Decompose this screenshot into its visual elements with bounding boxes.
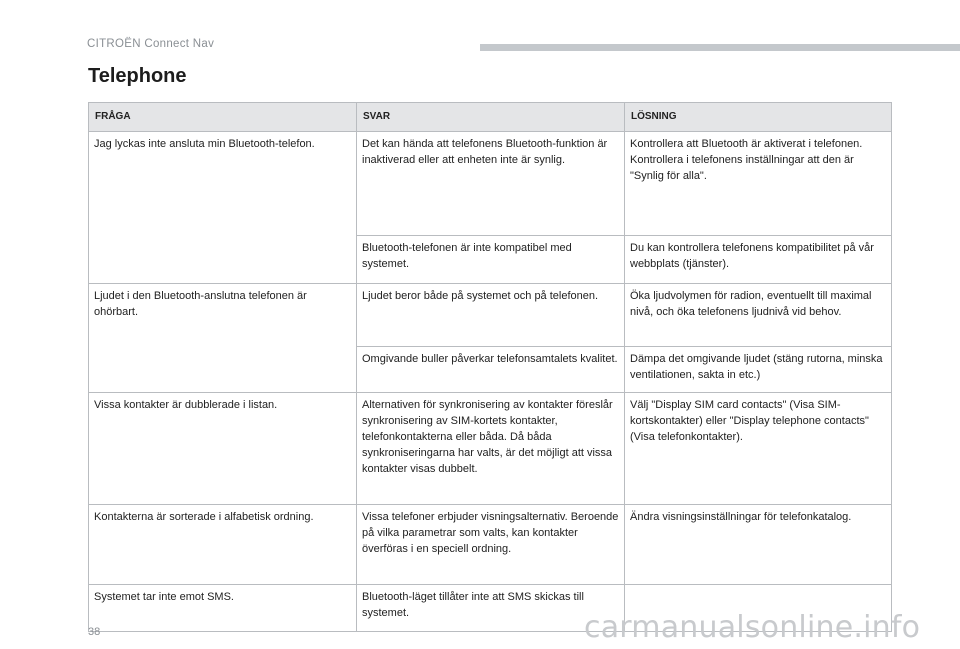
- question-cell: Kontakterna är sorterade i alfabetisk ordning.: [89, 505, 357, 585]
- solution-cell: Ändra visningsinställningar för telefonkatalog.: [625, 505, 892, 585]
- solution-cell: Välj "Display SIM card contacts" (Visa SIM-kortskontakter) eller "Display telephone contacts" (Visa telefonkontakter).: [625, 393, 892, 505]
- answer-cell: Alternativen för synkronisering av kontakter föreslår synkronisering av SIM-kortets kontakter, telefonkontakterna eller båda. Då båda synkroniseringarna har valts, är det möjligt att vissa kontakter visas dubbelt.: [357, 393, 625, 505]
- troubleshooting-table: [88, 102, 892, 632]
- table-row: [89, 284, 892, 347]
- table-row: [89, 505, 892, 585]
- solution-cell: Öka ljudvolymen för radion, eventuellt till maximal nivå, och öka telefonens ljudnivå vid behov.: [625, 284, 892, 347]
- table-row: [89, 132, 892, 236]
- column-header-answer: SVAR: [357, 103, 625, 132]
- table-header-row: [89, 103, 892, 132]
- question-cell: Jag lyckas inte ansluta min Bluetooth-telefon.: [89, 132, 357, 284]
- answer-cell: Bluetooth-telefonen är inte kompatibel med systemet.: [357, 236, 625, 284]
- question-cell: Ljudet i den Bluetooth-anslutna telefonen är ohörbart.: [89, 284, 357, 393]
- table-row: [89, 393, 892, 505]
- answer-cell: Vissa telefoner erbjuder visningsalternativ. Beroende på vilka parametrar som valts, kan kontakter överföras i en speciell ordning.: [357, 505, 625, 585]
- column-header-question: FRÅGA: [89, 103, 357, 132]
- page-title: Telephone: [88, 65, 187, 87]
- solution-cell: Dämpa det omgivande ljudet (stäng rutorna, minska ventilationen, sakta in etc.): [625, 347, 892, 393]
- answer-cell: Omgivande buller påverkar telefonsamtalets kvalitet.: [357, 347, 625, 393]
- solution-cell: Du kan kontrollera telefonens kompatibilitet på vår webbplats (tjänster).: [625, 236, 892, 284]
- column-header-solution: LÖSNING: [625, 103, 892, 132]
- solution-cell: Kontrollera att Bluetooth är aktiverat i telefonen. Kontrollera i telefonens inställningar att den är "Synlig för alla".: [625, 132, 892, 236]
- answer-cell: Ljudet beror både på systemet och på telefonen.: [357, 284, 625, 347]
- question-cell: Systemet tar inte emot SMS.: [89, 585, 357, 632]
- header-rule: [480, 44, 960, 51]
- answer-cell: Det kan hända att telefonens Bluetooth-funktion är inaktiverad eller att enheten inte är synlig.: [357, 132, 625, 236]
- brand-label: CITROËN Connect Nav: [87, 38, 215, 50]
- watermark: carmanualsonline.info: [584, 610, 921, 645]
- answer-cell: Bluetooth-läget tillåter inte att SMS skickas till systemet.: [357, 585, 625, 632]
- question-cell: Vissa kontakter är dubblerade i listan.: [89, 393, 357, 505]
- page-number: 38: [88, 626, 101, 638]
